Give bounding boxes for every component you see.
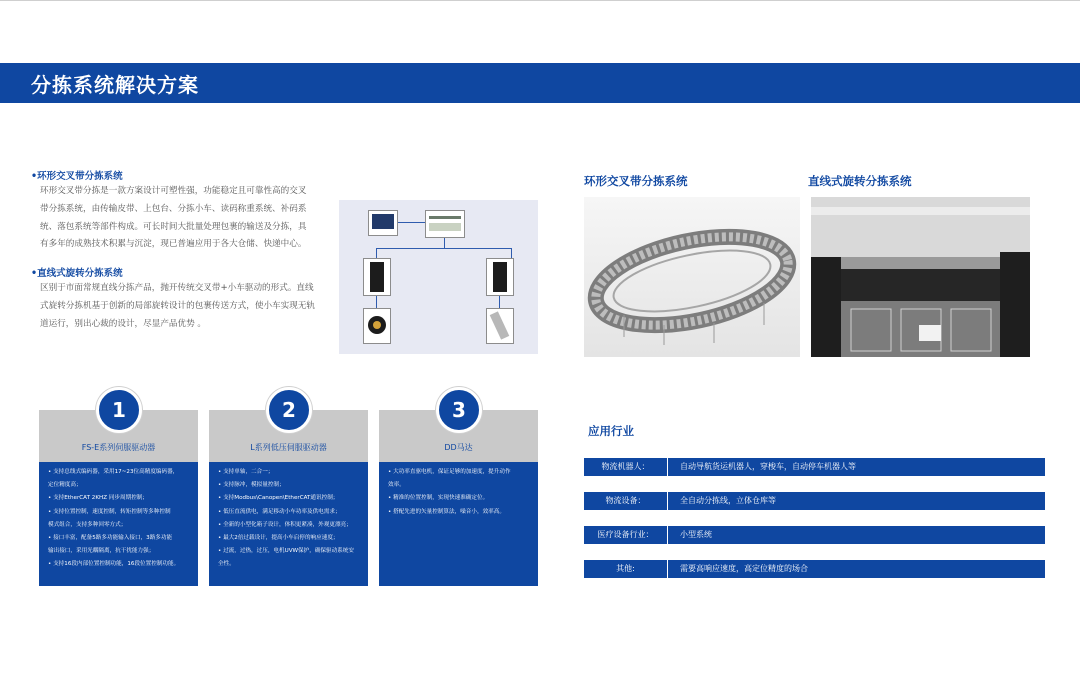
photo-title-ring: 环形交叉带分拣系统	[584, 174, 688, 188]
intro-line: 统、落包系统等部件构成。可长时间大批量处理包裹的输送及分拣，具	[40, 221, 307, 232]
card-number-badge: 1	[96, 387, 142, 433]
feature-item: • 支持单轴，二合一；	[218, 469, 274, 475]
card-number-badge: 3	[436, 387, 482, 433]
industry-value: 自动导航货运机器人，穿梭车，自动停车机器人等	[680, 462, 856, 471]
product-card-fs-e	[39, 410, 198, 586]
intro-line: 有多年的成熟技术积累与沉淀，现已普遍应用于各大仓储、快递中心。	[40, 239, 307, 250]
feature-item: • 支持16段内部位置控制功能，16段位置控制功能。	[48, 561, 180, 568]
servo-drive-icon	[486, 258, 514, 296]
industry-key: 物流设备：	[605, 496, 646, 505]
industry-row	[584, 526, 1045, 544]
bullet-icon: •	[31, 171, 38, 182]
feature-item: • 搭配先进的矢量控制算法，噪音小，效率高。	[388, 508, 505, 515]
feature-item: • 最大2倍过载设计，提高小车启停的响应速度；	[218, 535, 339, 542]
industry-key: 医疗设备行业：	[597, 530, 654, 539]
industry-key: 其他:	[616, 564, 635, 573]
intro-body	[31, 183, 331, 254]
feature-item: 全性。	[218, 561, 235, 568]
feature-item: • 过流，过热，过压，电机UVW保护，确保驱动系统安	[218, 548, 354, 555]
feature-list	[379, 466, 517, 519]
servo-drive-icon	[363, 258, 391, 296]
intro-heading: 直线式旋转分拣系统	[37, 268, 123, 279]
product-card-l-series	[209, 410, 368, 586]
plc-controller-icon	[425, 210, 465, 238]
intro-heading: 环形交叉带分拣系统	[37, 171, 123, 182]
linear-module-icon	[486, 308, 514, 344]
industry-row	[584, 458, 1045, 476]
top-border	[0, 0, 1080, 1]
feature-item: 模式组合，支持多种回零方式；	[48, 521, 127, 528]
hmi-screen-icon	[368, 210, 398, 236]
feature-item: 定位精度高；	[48, 482, 82, 489]
feature-list	[39, 466, 185, 572]
card-number-badge: 2	[266, 387, 312, 433]
feature-item: • 支持总线式编码器，采用17~23位高精度编码器，	[48, 469, 179, 475]
intro-line: 道运行，别出心裁的设计，尽显产品优势 。	[40, 318, 207, 329]
industry-row	[584, 560, 1045, 578]
card-title: L系列低压伺服驱动器	[250, 443, 327, 452]
title-banner	[0, 63, 1080, 103]
industry-value: 小型系统	[680, 530, 712, 539]
industry-row	[584, 492, 1045, 510]
system-diagram	[339, 200, 538, 354]
feature-item: 效率。	[388, 482, 405, 489]
ring-crossbelt-sorter-photo	[584, 197, 800, 357]
feature-item: • 接口丰富，配备5路多功能输入接口，3路多功能	[48, 535, 173, 542]
feature-item: 输出接口，采用光耦隔离，抗干扰能力强；	[48, 548, 155, 555]
intro-line: 区别于市面常规直线分拣产品，抛开传统交叉带+小车驱动的形式。直线	[40, 283, 314, 293]
industry-value: 全自动分拣线，立体仓库等	[680, 496, 776, 505]
feature-item: • 精准的位置控制，实现快速准确定位。	[388, 495, 489, 502]
intro-line: 环形交叉带分拣是一款方案设计可塑性强，功能稳定且可靠性高的交叉	[40, 186, 307, 196]
feature-item: • 大功率直驱电机，保证足够的加速度，提升动作	[388, 469, 511, 475]
intro-line: 带分拣系统，由传输皮带、上包台、分拣小车、读码称重系统、补码系	[40, 203, 307, 214]
intro-line: 式旋转分拣机基于创新的局部旋转设计的包裹传送方式，使小车实现无轨	[40, 300, 316, 311]
feature-item: • 支持位置控制，速度控制，转矩控制等多种控制	[48, 508, 171, 515]
feature-item: • 支持Modbus\Canopen\EtherCAT通讯控制；	[218, 495, 339, 502]
servo-motor-icon	[363, 308, 391, 344]
card-title: FS-E系列伺服驱动器	[81, 443, 156, 452]
feature-item: • 低压直流供电，满足移动小车功率及供电需求；	[218, 508, 341, 515]
intro-ring-crossbelt	[31, 168, 331, 254]
page-title: 分拣系统解决方案	[31, 73, 199, 97]
feature-item: • 全新的小型化箱子设计，体积更紧凑，外观更漂亮；	[218, 521, 352, 528]
intro-body	[31, 280, 331, 333]
industry-title: 应用行业	[588, 424, 634, 438]
feature-list	[209, 466, 360, 572]
linear-rotary-sorter-photo	[811, 197, 1030, 357]
bullet-icon: •	[31, 268, 38, 279]
product-card-dd-motor	[379, 410, 538, 586]
feature-item: • 支持EtherCAT 2KHZ 同步周期控制；	[48, 495, 148, 502]
card-title: DD马达	[444, 443, 473, 452]
feature-item: • 支持脉冲，模拟量控制；	[218, 482, 285, 489]
intro-linear-rotary	[31, 265, 331, 333]
photo-title-linear: 直线式旋转分拣系统	[808, 174, 912, 188]
industry-value: 需要高响应速度，高定位精度的场合	[680, 564, 808, 573]
industry-key: 物流机器人：	[601, 462, 650, 471]
